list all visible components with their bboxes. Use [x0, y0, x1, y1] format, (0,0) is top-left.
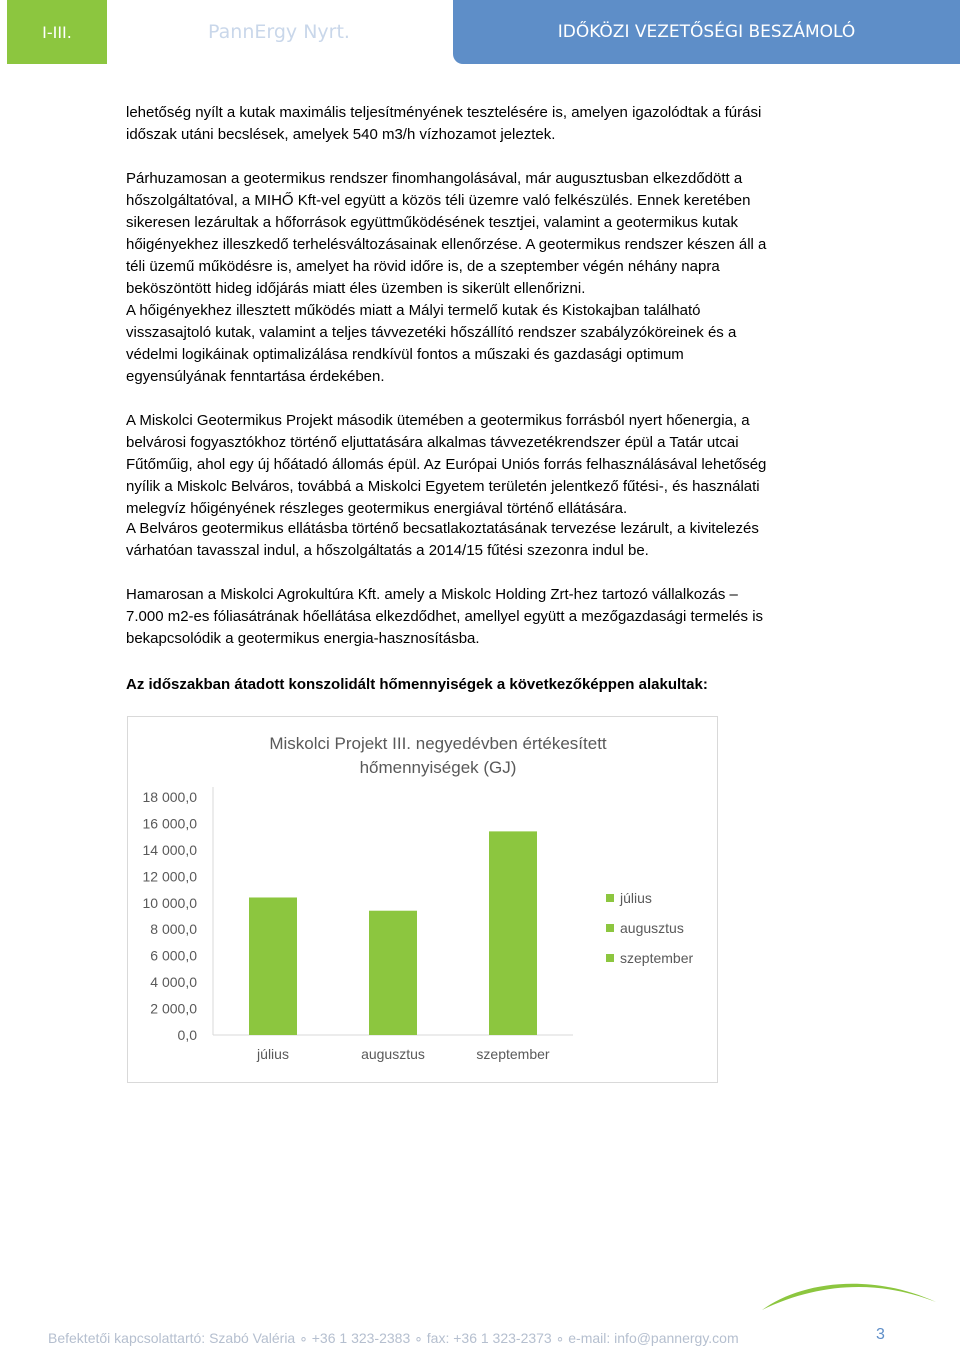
x-tick-label: szeptember — [476, 1046, 550, 1062]
bar-augusztus — [369, 911, 417, 1035]
y-tick-label: 18 000,0 — [142, 789, 197, 805]
y-tick-label: 16 000,0 — [142, 815, 197, 832]
paragraph-5: A Belváros geotermikus ellátásba történő becsatlakoztatásának tervezése lezárult, a kivitelezés várhatóan tavasszal indul, a hőszolgáltatás a 2014/15 fűtési szezonra indul be. — [126, 520, 759, 559]
chart-title-line-1: Miskolci Projekt III. negyedévben értékesített — [269, 734, 607, 753]
paragraph-4: A Miskolci Geotermikus Projekt második ütemében a geotermikus forrásból nyert hőenergia, a belvárosi fogyasztókhoz történő eljuttatására alkalmas távvezetékrendszer épül a Tatár utcai Fűtőműig, ahol egy új hőátadó állomás épül. Az Európai Uniós forrás felhasználásával lehetőség nyílik a Miskolc Belváros, továbbá a Miskolci Egyetem területén jelentkező fűtési-, és használati melegvíz hőigényének részleges geotermikus energiával történő ellátására. — [126, 412, 767, 517]
paragraph-6: Hamarosan a Miskolci Agrokultúra Kft. amely a Miskolc Holding Zrt-hez tartozó vállalkozás – 7.000 m2-es fóliasátrának hőellátása elkezdődhet, amellyel együtt a mezőgazdasági termelés is bekapcsolódik a geotermikus energia-hasznosításba. — [126, 586, 764, 647]
legend-swatch — [606, 924, 614, 932]
legend-swatch — [606, 894, 614, 902]
logo-swoosh — [760, 1272, 940, 1312]
chart-title-line-2: hőmennyiségek (GJ) — [359, 758, 517, 777]
y-tick-label: 14 000,0 — [142, 841, 197, 858]
paragraph-3: A hőigényekhez illesztett működés miatt a Mályi termelő kutak és Kistokajban található visszasajtoló kutak, valamint a teljes távvezetéki hőszállító rendszer szabályzóköreinek és a védelmi logikáinak optimalizálása rendkívül fontos a műszaki és gazdasági optimum egyensúlyának fenntartása érdekében. — [126, 302, 737, 385]
x-tick-label: augusztus — [361, 1046, 425, 1062]
chart-container — [127, 716, 718, 1083]
page-number: 3 — [876, 1326, 885, 1343]
y-tick-label: 12 000,0 — [142, 868, 197, 885]
section-heading: Az időszakban átadott konszolidált hőmennyiségek a következőképpen alakultak: — [126, 676, 708, 693]
bar-chart — [128, 717, 717, 1082]
bar-július — [249, 897, 297, 1035]
x-tick-label: július — [257, 1046, 289, 1062]
y-tick-label: 8 000,0 — [150, 921, 197, 938]
y-tick-label: 4 000,0 — [150, 974, 197, 991]
legend-swatch — [606, 954, 614, 962]
header-company-name: PannErgy Nyrt. — [109, 0, 449, 64]
y-tick-label: 10 000,0 — [142, 894, 197, 911]
header-report-title: IDŐKÖZI VEZETŐSÉGI BESZÁMOLÓ — [453, 0, 960, 64]
bar-szeptember — [489, 831, 537, 1035]
legend-item: szeptember — [620, 950, 694, 966]
y-tick-label: 0,0 — [177, 1027, 197, 1043]
header-section-label: I-III. — [7, 0, 107, 64]
y-tick-label: 2 000,0 — [150, 1000, 197, 1017]
y-tick-label: 6 000,0 — [150, 947, 197, 964]
paragraph-2: Párhuzamosan a geotermikus rendszer finomhangolásával, már augusztusban elkezdődött a hőszolgáltatóval, a MIHŐ Kft-vel együtt a közös téli üzemre való felkészülés. Ennek keretében sikeresen lezárultak a hőforrások együttműködésének tesztjei, valamint a geotermikus kutak hőigényekhez illeszkedő terhelésváltozásainak ellenőrzése. A geotermikus rendszer készen áll a téli üzemű működésre is, amelyet ha rövid időre is, de a szeptember végén néhány napra beköszöntött hideg időjárás miatt éles üzemben is sikerült ellenőrizni. — [126, 170, 767, 297]
legend-item: augusztus — [620, 920, 684, 936]
footer-contact: Befektetői kapcsolattartó: Szabó Valéria ∘ +36 1 323-2383 ∘ fax: +36 1 323-2373 ∘ e-mail: info@pannergy.com — [48, 1330, 739, 1346]
paragraph-1: lehetőség nyílt a kutak maximális teljesítményének tesztelésére is, amelyen igazolódtak a fúrási időszak utáni becslések, amelyek 540 m3/h vízhozamot jeleztek. — [126, 104, 762, 143]
legend-item: július — [620, 890, 652, 906]
